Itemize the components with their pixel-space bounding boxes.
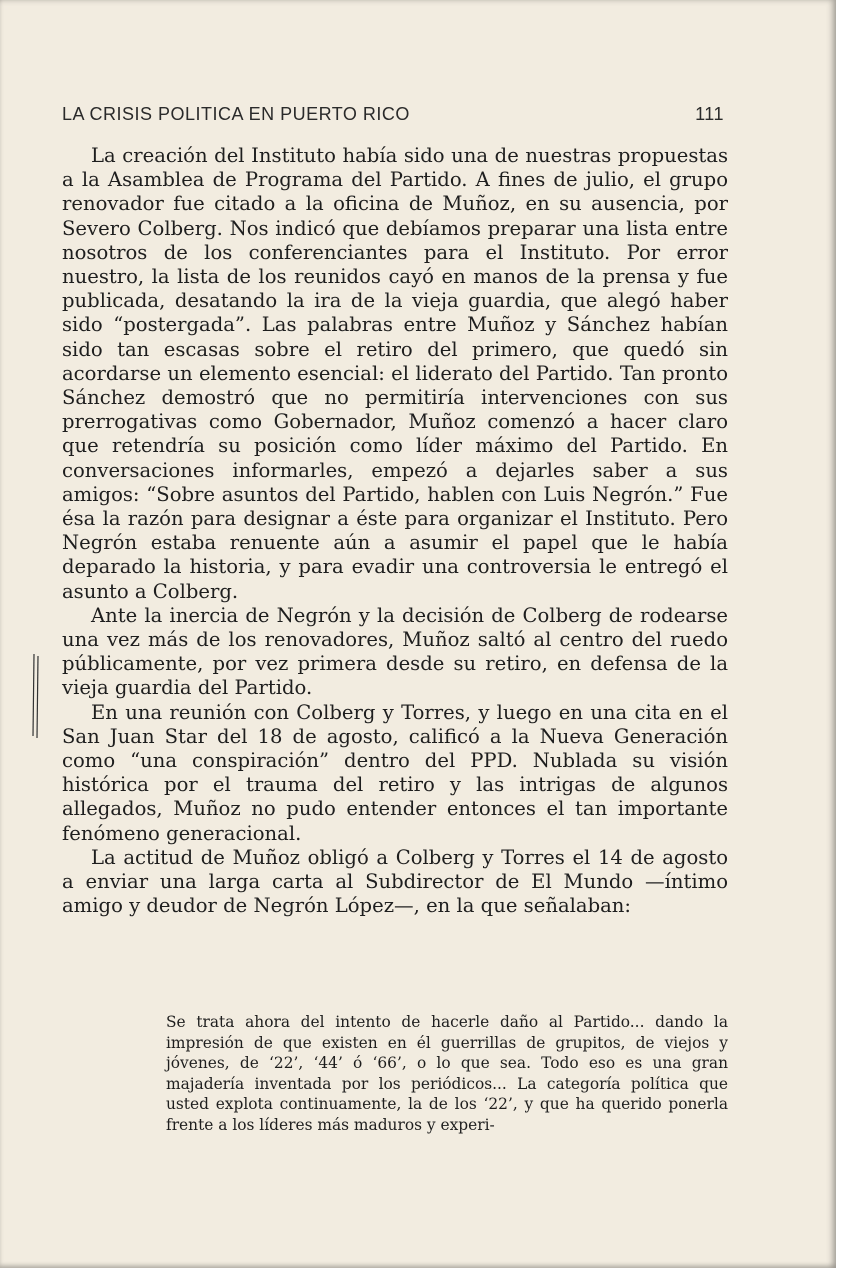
running-title: LA CRISIS POLITICA EN PUERTO RICO xyxy=(62,104,410,124)
paragraph: La actitud de Muñoz obligó a Colberg y Torres el 14 de agosto a enviar una larga carta al Subdirector de El Mundo —íntimo amigo y deudor de Negrón López—, en la que señalaban: xyxy=(62,845,728,918)
paragraph: La creación del Instituto había sido una de nuestras propuestas a la Asamblea de Programa del Partido. A fines de julio, el grupo renovador fue citado a la oficina de Muñoz, en su ausencia, por Severo Colberg. Nos indicó que debíamos preparar una lista entre nosotros de los conferenciantes para el Instituto. Por error nuestro, la lista de los reunidos cayó en manos de la prensa y fue publicada, desatando la ira de la vieja guardia, que alegó haber sido “postergada”. Las palabras entre Muñoz y Sánchez habían sido tan escasas sobre el retiro del primero, que quedó sin acordarse un elemento esencial: el liderato del Partido. Tan pronto Sánchez demostró que no permitiría intervenciones con sus prerrogativas como Gobernador, Muñoz comenzó a hacer claro que retendría su posición como líder máximo del Partido. En conversaciones informarles, empezó a dejarles saber a sus amigos: “Sobre asuntos del Partido, hablen con Luis Negrón.” Fue ésa la razón para designar a éste para organizar el Instituto. Pero Negrón estaba renuente aún a asumir el papel que le había deparado la historia, y para evadir una controversia le entregó el asunto a Colberg. xyxy=(62,144,728,603)
paragraph: Ante la inercia de Negrón y la decisión de Colberg de rodearse una vez más de los renovadores, Muñoz saltó al centro del ruedo públicamente, por vez primera desde su retiro, en defensa de la vieja guardia del Partido. xyxy=(62,603,728,700)
page-number: 111 xyxy=(695,104,724,124)
body-text xyxy=(62,144,728,919)
paragraph: En una reunión con Colberg y Torres, y luego en una cita en el San Juan Star del 18 de agosto, calificó a la Nueva Generación como “una conspiración” dentro del PPD. Nublada su visión histórica por el trauma del retiro y las intrigas de algunos allegados, Muñoz no pudo entender entonces el tan importante fenómeno generacional. xyxy=(62,700,728,845)
running-header xyxy=(62,104,724,125)
quote-text: Se trata ahora del intento de hacerle daño al Partido... dando la impresión de que existen en él guerrillas de grupitos, de viejos y jóvenes, de ‘22’, ‘44’ ó ‘66’, o lo que sea. Todo eso es una gran majadería inventada por los periódicos... La categoría política que usted explota continuamente, la de los ‘22’, y que ha querido ponerla frente a los líderes más maduros y experi- xyxy=(166,1013,728,1134)
margin-line-mark xyxy=(28,652,42,740)
block-quote xyxy=(166,1012,728,1136)
